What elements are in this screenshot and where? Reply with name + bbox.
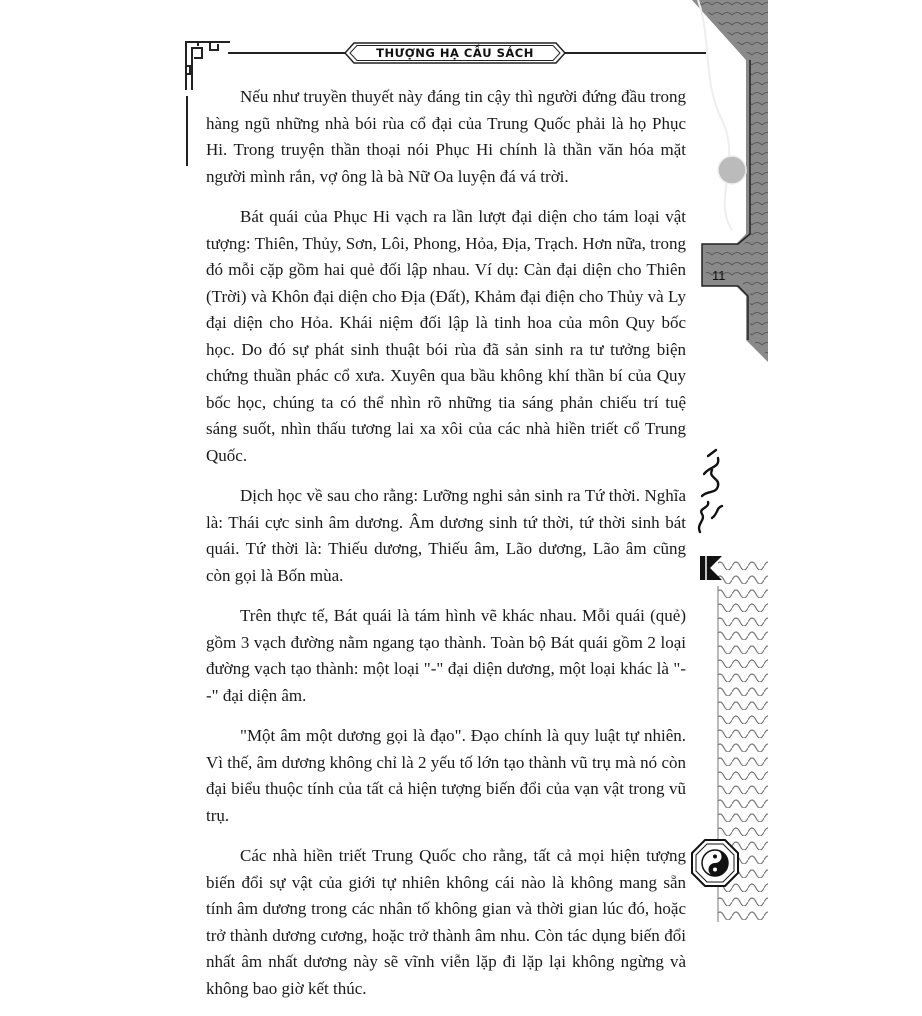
paragraph: Bát quái của Phục Hi vạch ra lần lượt đại diện cho tám loại vật tượng: Thiên, Thủy, Sơn, Lôi, Phong, Hỏa, Địa, Trạch. Hơn nữa, trong đó mỗi cặp gồm hai quẻ đối lập nhau. Ví dụ: Càn đại diện cho Thiên (Trời) và Khôn đại diện cho Địa (Đất), Khảm đại điện cho Thủy và Ly đại diện cho Hỏa. Khái niệm đối lập là tinh hoa của môn Quy bốc học. Do đó sự phát sinh thuật bói rùa đã sản sinh ra tư tưởng biện chứng thuần phác cổ xưa. Xuyên qua bầu không khí thần bí của Quy bốc học, chúng ta có thể nhìn rõ những tia sáng phản chiếu trí tuệ sáng suốt, nhìn thấu tương lai xa xôi của các nhà hiền triết cổ Trung Quốc.	[206, 207, 686, 465]
paragraph: Các nhà hiền triết Trung Quốc cho rằng, tất cả mọi hiện tượng biến đổi sự vật của giới tự nhiên không cái nào là không mang sẵn tính âm dương trong các nhân tố không gian và thời gian lúc đó, hoặc trở thành dương cương, hoặc trở thành âm nhu. Còn tác dụng biến đổi nhất âm nhất dương này sẽ vĩnh viễn lặp đi lặp lại không ngừng và không bao giờ kết thúc.	[206, 846, 686, 998]
left-vertical-rule	[186, 96, 188, 166]
side-illustration	[692, 0, 768, 362]
body-text	[206, 84, 686, 1016]
page-number: 11	[712, 268, 726, 283]
paragraph: Trên thực tế, Bát quái là tám hình vẽ khác nhau. Mỗi quái (quẻ) gồm 3 vạch đường nằm ngang tạo thành. Toàn bộ Bát quái gồm 2 loại đường vạch tạo thành: một loại "-" đại diện dương, một loại khác là "- -" đại diện âm.	[206, 606, 686, 705]
signature-logo	[694, 448, 726, 536]
yin-yang-icon	[690, 838, 740, 888]
header-title: THƯỢNG HẠ CẦU SÁCH	[376, 46, 534, 60]
paragraph: "Một âm một dương gọi là đạo". Đạo chính là quy luật tự nhiên. Vì thế, âm dương không chỉ là 2 yếu tố lớn tạo thành vũ trụ mà nó còn đại biểu thuộc tính của tất cả hiện tượng biến đổi của vạn vật trong vũ trụ.	[206, 726, 686, 825]
paragraph: Dịch học về sau cho rằng: Lưỡng nghi sản sinh ra Tứ thời. Nghĩa là: Thái cực sinh âm dương. Âm dương sinh tứ thời, tứ thời sinh bát quái. Tứ thời là: Thiếu dương, Thiếu âm, Lão dương, Lão âm cũng còn gọi là Bốn mùa.	[206, 486, 686, 585]
paragraph: Nếu như truyền thuyết này đáng tin cậy thì người đứng đầu trong hàng ngũ những nhà bói rùa cổ đại của Trung Quốc phải là họ Phục Hi. Trong truyện thần thoại nói Phục Hi chính là thần văn hóa mặt người mình rắn, vợ ông là bà Nữ Oa luyện đá vá trời.	[206, 87, 686, 186]
